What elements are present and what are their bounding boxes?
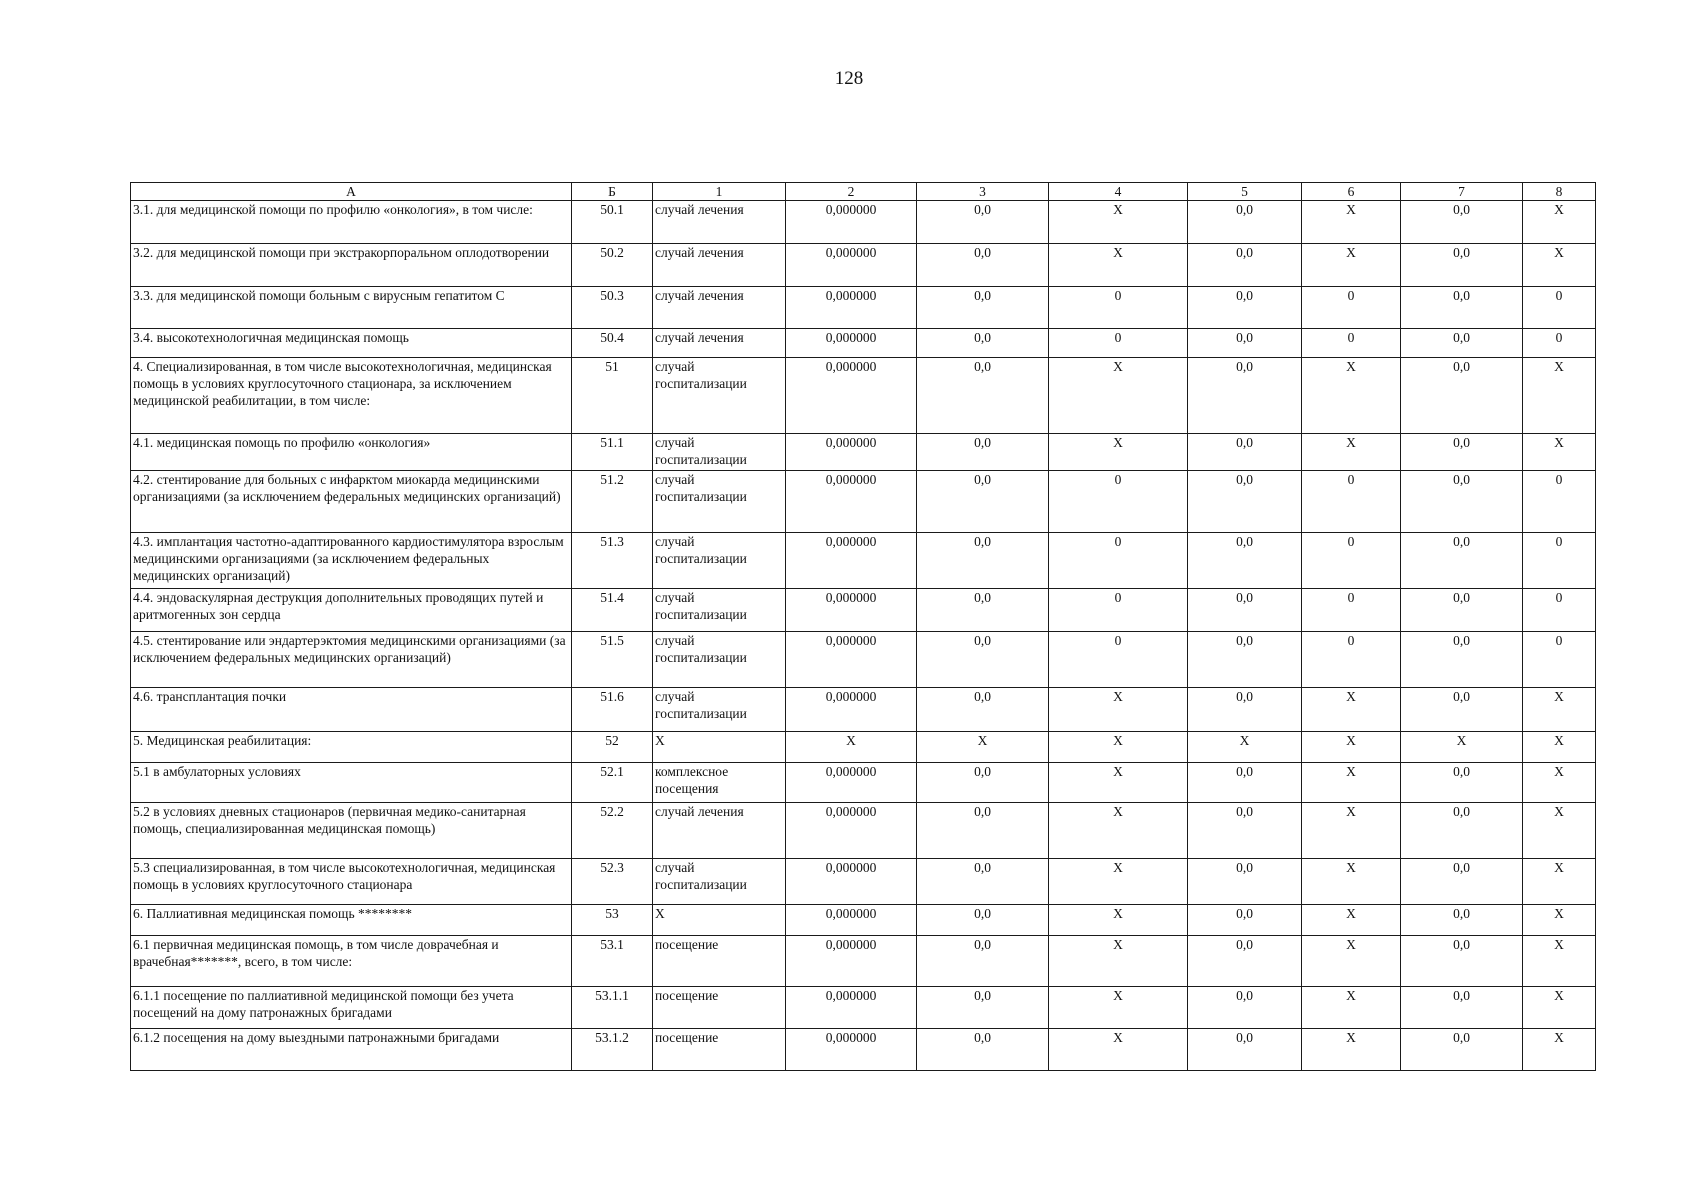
value-col-8: X <box>1523 803 1596 859</box>
value-col-7: 0,0 <box>1401 936 1523 987</box>
value-col-4: X <box>1049 936 1188 987</box>
data-table <box>130 182 1596 1071</box>
value-col-2: 0,000000 <box>786 358 917 434</box>
row-unit: случай госпитализации <box>653 632 786 688</box>
row-unit: посещение <box>653 936 786 987</box>
value-col-7: 0,0 <box>1401 803 1523 859</box>
table-row <box>131 859 1596 905</box>
table-row <box>131 803 1596 859</box>
row-unit: случай госпитализации <box>653 859 786 905</box>
value-col-6: X <box>1302 688 1401 732</box>
value-col-8: 0 <box>1523 329 1596 358</box>
value-col-8: X <box>1523 688 1596 732</box>
row-name: 4.6. трансплантация почки <box>131 688 572 732</box>
row-unit: посещение <box>653 1029 786 1071</box>
value-col-8: X <box>1523 763 1596 803</box>
value-col-3: 0,0 <box>917 936 1049 987</box>
value-col-5: 0,0 <box>1188 589 1302 632</box>
row-name: 5.2 в условиях дневных стационаров (первичная медико-санитарная помощь, специализированная медицинская помощь) <box>131 803 572 859</box>
value-col-3: 0,0 <box>917 201 1049 244</box>
value-col-2: 0,000000 <box>786 936 917 987</box>
value-col-3: 0,0 <box>917 803 1049 859</box>
table-row <box>131 589 1596 632</box>
value-col-3: 0,0 <box>917 987 1049 1029</box>
value-col-6: X <box>1302 434 1401 471</box>
row-name: 3.3. для медицинской помощи больным с вирусным гепатитом С <box>131 287 572 329</box>
value-col-4: X <box>1049 358 1188 434</box>
row-code: 52.2 <box>572 803 653 859</box>
value-col-7: 0,0 <box>1401 905 1523 936</box>
value-col-3: 0,0 <box>917 859 1049 905</box>
value-col-2: 0,000000 <box>786 859 917 905</box>
value-col-8: X <box>1523 434 1596 471</box>
value-col-4: X <box>1049 803 1188 859</box>
value-col-2: 0,000000 <box>786 905 917 936</box>
value-col-5: 0,0 <box>1188 434 1302 471</box>
value-col-3: X <box>917 732 1049 763</box>
value-col-6: 0 <box>1302 471 1401 533</box>
value-col-4: 0 <box>1049 329 1188 358</box>
value-col-7: 0,0 <box>1401 329 1523 358</box>
value-col-6: X <box>1302 936 1401 987</box>
row-code: 50.4 <box>572 329 653 358</box>
row-name: 3.4. высокотехнологичная медицинская помощь <box>131 329 572 358</box>
value-col-2: 0,000000 <box>786 589 917 632</box>
value-col-6: X <box>1302 732 1401 763</box>
value-col-4: X <box>1049 434 1188 471</box>
value-col-2: 0,000000 <box>786 688 917 732</box>
value-col-7: 0,0 <box>1401 589 1523 632</box>
row-name: 5. Медицинская реабилитация: <box>131 732 572 763</box>
value-col-5: 0,0 <box>1188 905 1302 936</box>
value-col-4: 0 <box>1049 287 1188 329</box>
value-col-4: 0 <box>1049 632 1188 688</box>
value-col-3: 0,0 <box>917 358 1049 434</box>
value-col-5: 0,0 <box>1188 244 1302 287</box>
value-col-7: 0,0 <box>1401 287 1523 329</box>
value-col-3: 0,0 <box>917 244 1049 287</box>
row-name: 6.1.1 посещение по паллиативной медицинской помощи без учета посещений на дому патронажных бригадами <box>131 987 572 1029</box>
value-col-5: 0,0 <box>1188 859 1302 905</box>
table-row <box>131 732 1596 763</box>
value-col-8: 0 <box>1523 589 1596 632</box>
row-code: 53 <box>572 905 653 936</box>
value-col-4: 0 <box>1049 471 1188 533</box>
value-col-2: 0,000000 <box>786 244 917 287</box>
row-name: 6. Паллиативная медицинская помощь ******** <box>131 905 572 936</box>
value-col-5: X <box>1188 732 1302 763</box>
value-col-4: X <box>1049 201 1188 244</box>
value-col-6: 0 <box>1302 533 1401 589</box>
row-name: 3.2. для медицинской помощи при экстракорпоральном оплодотворении <box>131 244 572 287</box>
col-header-7: 7 <box>1401 183 1523 201</box>
value-col-7: 0,0 <box>1401 1029 1523 1071</box>
value-col-2: 0,000000 <box>786 1029 917 1071</box>
row-unit: случай госпитализации <box>653 533 786 589</box>
value-col-4: X <box>1049 905 1188 936</box>
value-col-7: 0,0 <box>1401 244 1523 287</box>
col-header-6: 6 <box>1302 183 1401 201</box>
row-code: 51 <box>572 358 653 434</box>
row-name: 6.1.2 посещения на дому выездными патронажными бригадами <box>131 1029 572 1071</box>
value-col-7: 0,0 <box>1401 471 1523 533</box>
row-unit: X <box>653 732 786 763</box>
table-row <box>131 244 1596 287</box>
table-row <box>131 987 1596 1029</box>
value-col-5: 0,0 <box>1188 329 1302 358</box>
value-col-2: 0,000000 <box>786 987 917 1029</box>
value-col-3: 0,0 <box>917 329 1049 358</box>
value-col-7: 0,0 <box>1401 533 1523 589</box>
value-col-3: 0,0 <box>917 287 1049 329</box>
value-col-8: X <box>1523 358 1596 434</box>
row-name: 4.5. стентирование или эндартерэктомия медицинскими организациями (за исключением федеральных медицинских организаций) <box>131 632 572 688</box>
row-unit: случай госпитализации <box>653 434 786 471</box>
value-col-7: 0,0 <box>1401 632 1523 688</box>
value-col-5: 0,0 <box>1188 358 1302 434</box>
row-code: 51.2 <box>572 471 653 533</box>
table-row <box>131 936 1596 987</box>
value-col-7: 0,0 <box>1401 201 1523 244</box>
row-unit: случай госпитализации <box>653 589 786 632</box>
value-col-2: 0,000000 <box>786 287 917 329</box>
row-unit: посещение <box>653 987 786 1029</box>
value-col-8: 0 <box>1523 533 1596 589</box>
page-number: 128 <box>834 68 864 89</box>
row-unit: случай лечения <box>653 803 786 859</box>
value-col-4: X <box>1049 1029 1188 1071</box>
value-col-6: X <box>1302 358 1401 434</box>
value-col-4: X <box>1049 859 1188 905</box>
value-col-8: 0 <box>1523 287 1596 329</box>
col-header-3: 3 <box>917 183 1049 201</box>
row-code: 53.1.1 <box>572 987 653 1029</box>
row-code: 50.2 <box>572 244 653 287</box>
value-col-6: X <box>1302 201 1401 244</box>
value-col-8: X <box>1523 1029 1596 1071</box>
value-col-5: 0,0 <box>1188 987 1302 1029</box>
value-col-6: X <box>1302 905 1401 936</box>
value-col-5: 0,0 <box>1188 201 1302 244</box>
value-col-5: 0,0 <box>1188 471 1302 533</box>
col-header-b: Б <box>572 183 653 201</box>
value-col-5: 0,0 <box>1188 763 1302 803</box>
table-row <box>131 358 1596 434</box>
row-name: 5.3 специализированная, в том числе высокотехнологичная, медицинская помощь в условиях круглосуточного стационара <box>131 859 572 905</box>
value-col-5: 0,0 <box>1188 936 1302 987</box>
value-col-7: 0,0 <box>1401 434 1523 471</box>
value-col-3: 0,0 <box>917 688 1049 732</box>
value-col-8: 0 <box>1523 471 1596 533</box>
value-col-2: 0,000000 <box>786 201 917 244</box>
table-row <box>131 201 1596 244</box>
row-code: 53.1.2 <box>572 1029 653 1071</box>
row-name: 4.4. эндоваскулярная деструкция дополнительных проводящих путей и аритмогенных зон сердца <box>131 589 572 632</box>
value-col-7: 0,0 <box>1401 987 1523 1029</box>
row-code: 51.6 <box>572 688 653 732</box>
row-name: 4.2. стентирование для больных с инфарктом миокарда медицинскими организациями (за исключением федеральных медицинских организаций) <box>131 471 572 533</box>
value-col-6: X <box>1302 987 1401 1029</box>
table-row <box>131 287 1596 329</box>
value-col-4: 0 <box>1049 589 1188 632</box>
row-name: 5.1 в амбулаторных условиях <box>131 763 572 803</box>
value-col-7: 0,0 <box>1401 358 1523 434</box>
value-col-8: X <box>1523 987 1596 1029</box>
value-col-2: X <box>786 732 917 763</box>
value-col-2: 0,000000 <box>786 533 917 589</box>
row-name: 6.1 первичная медицинская помощь, в том числе доврачебная и врачебная*******, всего, в том числе: <box>131 936 572 987</box>
value-col-5: 0,0 <box>1188 632 1302 688</box>
value-col-6: 0 <box>1302 632 1401 688</box>
value-col-7: 0,0 <box>1401 763 1523 803</box>
row-unit: случай лечения <box>653 244 786 287</box>
table-row <box>131 434 1596 471</box>
value-col-2: 0,000000 <box>786 471 917 533</box>
row-code: 51.5 <box>572 632 653 688</box>
row-code: 51.1 <box>572 434 653 471</box>
row-code: 52 <box>572 732 653 763</box>
value-col-8: X <box>1523 732 1596 763</box>
value-col-3: 0,0 <box>917 905 1049 936</box>
value-col-4: 0 <box>1049 533 1188 589</box>
row-name: 3.1. для медицинской помощи по профилю «онкология», в том числе: <box>131 201 572 244</box>
row-unit: X <box>653 905 786 936</box>
value-col-8: X <box>1523 905 1596 936</box>
value-col-5: 0,0 <box>1188 688 1302 732</box>
row-code: 52.1 <box>572 763 653 803</box>
table-row <box>131 688 1596 732</box>
value-col-6: 0 <box>1302 287 1401 329</box>
row-code: 51.3 <box>572 533 653 589</box>
value-col-6: X <box>1302 859 1401 905</box>
value-col-2: 0,000000 <box>786 763 917 803</box>
value-col-2: 0,000000 <box>786 434 917 471</box>
col-header-4: 4 <box>1049 183 1188 201</box>
row-code: 50.1 <box>572 201 653 244</box>
value-col-6: 0 <box>1302 589 1401 632</box>
table-row <box>131 632 1596 688</box>
value-col-2: 0,000000 <box>786 803 917 859</box>
table-row <box>131 905 1596 936</box>
value-col-3: 0,0 <box>917 1029 1049 1071</box>
value-col-4: X <box>1049 688 1188 732</box>
row-unit: случай лечения <box>653 201 786 244</box>
value-col-6: X <box>1302 803 1401 859</box>
row-unit: случай госпитализации <box>653 471 786 533</box>
row-name: 4.1. медицинская помощь по профилю «онкология» <box>131 434 572 471</box>
value-col-4: X <box>1049 987 1188 1029</box>
col-header-2: 2 <box>786 183 917 201</box>
row-unit: случай лечения <box>653 287 786 329</box>
row-code: 51.4 <box>572 589 653 632</box>
table-row <box>131 763 1596 803</box>
value-col-5: 0,0 <box>1188 533 1302 589</box>
value-col-8: X <box>1523 201 1596 244</box>
row-unit: комплексное посещения <box>653 763 786 803</box>
table-row <box>131 1029 1596 1071</box>
value-col-8: 0 <box>1523 632 1596 688</box>
table-row <box>131 533 1596 589</box>
col-header-a: А <box>131 183 572 201</box>
value-col-8: X <box>1523 244 1596 287</box>
value-col-3: 0,0 <box>917 763 1049 803</box>
value-col-8: X <box>1523 859 1596 905</box>
table-row <box>131 329 1596 358</box>
value-col-7: 0,0 <box>1401 859 1523 905</box>
value-col-3: 0,0 <box>917 632 1049 688</box>
row-code: 50.3 <box>572 287 653 329</box>
value-col-4: X <box>1049 732 1188 763</box>
value-col-2: 0,000000 <box>786 329 917 358</box>
row-code: 52.3 <box>572 859 653 905</box>
row-unit: случай лечения <box>653 329 786 358</box>
value-col-6: X <box>1302 244 1401 287</box>
value-col-6: 0 <box>1302 329 1401 358</box>
value-col-5: 0,0 <box>1188 1029 1302 1071</box>
value-col-3: 0,0 <box>917 533 1049 589</box>
col-header-8: 8 <box>1523 183 1596 201</box>
row-name: 4. Специализированная, в том числе высокотехнологичная, медицинская помощь в условиях круглосуточного стационара, за исключением медицинской реабилитации, в том числе: <box>131 358 572 434</box>
value-col-4: X <box>1049 244 1188 287</box>
value-col-6: X <box>1302 763 1401 803</box>
value-col-3: 0,0 <box>917 589 1049 632</box>
value-col-3: 0,0 <box>917 434 1049 471</box>
value-col-3: 0,0 <box>917 471 1049 533</box>
value-col-4: X <box>1049 763 1188 803</box>
value-col-7: X <box>1401 732 1523 763</box>
row-unit: случай госпитализации <box>653 688 786 732</box>
table-row <box>131 471 1596 533</box>
value-col-2: 0,000000 <box>786 632 917 688</box>
row-unit: случай госпитализации <box>653 358 786 434</box>
col-header-1: 1 <box>653 183 786 201</box>
value-col-7: 0,0 <box>1401 688 1523 732</box>
value-col-5: 0,0 <box>1188 287 1302 329</box>
row-name: 4.3. имплантация частотно-адаптированного кардиостимулятора взрослым медицинскими организациями (за исключением федеральных медицинских организаций) <box>131 533 572 589</box>
row-code: 53.1 <box>572 936 653 987</box>
col-header-5: 5 <box>1188 183 1302 201</box>
header-row <box>131 183 1596 201</box>
value-col-8: X <box>1523 936 1596 987</box>
value-col-5: 0,0 <box>1188 803 1302 859</box>
value-col-6: X <box>1302 1029 1401 1071</box>
